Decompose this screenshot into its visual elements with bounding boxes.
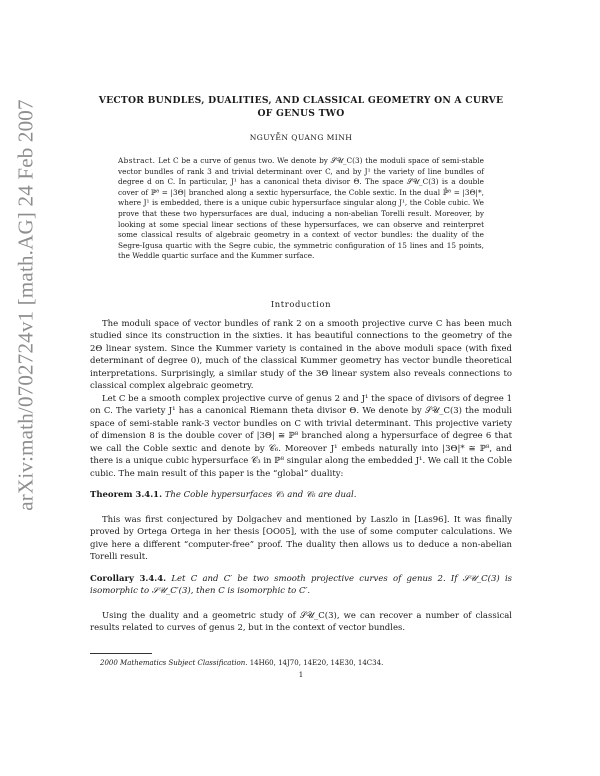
author-name: NGUYỄN QUANG MINH bbox=[249, 133, 353, 142]
page-number: 1 bbox=[298, 670, 304, 680]
footnote-label: 2000 Mathematics Subject Classification. bbox=[100, 658, 248, 667]
section-heading: Introduction bbox=[270, 298, 332, 309]
paragraph-after-corollary: Using the duality and a geometric study of 𝒮𝒰_C(3), we can recover a number of classical results related to curves of genus 2, but in the context of vector bundles. bbox=[90, 610, 512, 634]
theorem-statement bbox=[90, 489, 512, 502]
intro-paragraph-2: Let C be a smooth complex projective curve of genus 2 and J¹ the space of divisors of degree 1 on C. The variety J¹ has a canonical Riemann theta divisor Θ. We denote by 𝒮𝒰_C(3) the moduli space of semi-stable rank-3 vector bundles on C with trivial determinant. This projective variety of dimension 8 is the double cover of |3Θ| ≅ ℙ⁸ branched along a hypersurface of degree 6 that we call the Coble sextic and denote by 𝒞₆. Moreover J¹ embeds naturally into |3Θ|* ≅ ℙ⁸, and there is a unique cubic hypersurface 𝒞₃ in ℙ⁸ singular along the embedded J¹. We call it the Coble cubic. The main result of this paper is the “global” duality: bbox=[90, 393, 512, 479]
footnote-codes: 14H60, 14J70, 14E20, 14E30, 14C34. bbox=[249, 658, 384, 667]
arxiv-stamp bbox=[0, 25, 52, 585]
arxiv-identifier: arXiv:math/0702724v1 [math.AG] 24 Feb 2007 bbox=[13, 99, 38, 511]
corollary-text: Let C and C′ be two smooth projective curves of genus 2. If 𝒮𝒰_C(3) is isomorphic to 𝒮𝒰_C′(3), then C is isomorphic to C′. bbox=[90, 573, 513, 597]
abstract-label: Abstract. bbox=[118, 156, 156, 165]
abstract-text: Let C be a curve of genus two. We denote by 𝒮𝒰_C(3) the moduli space of semi-stable vector bundles of rank 3 and trivial determinant over C, and by J¹ the variety of line bundles of degree d on C. In particular, J¹ has a canonical theta divisor Θ. The space 𝒮𝒰_C(3) is a double cover of ℙ⁸ = |3Θ| branched along a sextic hypersurface, the Coble sextic. In the dual ℙ̂⁸ = |3Θ|*, where J¹ is embedded, there is a unique cubic hypersurface singular along J¹, the Coble cubic. We prove that these two hypersurfaces are dual, inducing a non-abelian Torelli result. Moreover, by looking at some special linear sections of these hypersurfaces, we can observe and reinterpret some classical results of algebraic geometry in a context of vector bundles: the duality of the Segre-Igusa quartic with the Segre cubic, the symmetric configuration of 15 lines and 15 points, the Weddle quartic surface and the Kummer surface. bbox=[118, 156, 484, 261]
theorem-label: Theorem 3.4.1. bbox=[90, 490, 163, 501]
corollary-statement bbox=[90, 573, 512, 598]
abstract bbox=[118, 156, 484, 262]
paper-page bbox=[90, 94, 512, 679]
footnote-divider bbox=[90, 653, 152, 654]
intro-paragraph-1: The moduli space of vector bundles of rank 2 on a smooth projective curve C has been much studied since its construction in the sixties. it has beautiful connections to the geometry of the 2Θ linear system. Since the Kummer variety is contained in the above moduli space (with fixed determinant of degree 0), much of the classical Kummer geometry has vector bundle theoretical interpretations. Surprisingly, a similar study of the 3Θ linear system also reveals connections to classical complex algebraic geometry. bbox=[90, 318, 512, 392]
footnote bbox=[90, 659, 512, 669]
paragraph-after-theorem: This was first conjectured by Dolgachev and mentioned by Laszlo in [Las96]. It was finally proved by Ortega Ortega in her thesis [OO05], with the use of some computer calculations. We give here a different “computer-free” proof. The duality then allows us to deduce a non-abelian Torelli result. bbox=[90, 514, 512, 563]
corollary-label: Corollary 3.4.4. bbox=[90, 573, 167, 584]
theorem-text: The Coble hypersurfaces 𝒞₃ and 𝒞₆ are dual. bbox=[164, 490, 357, 501]
paper-title: VECTOR BUNDLES, DUALITIES, AND CLASSICAL GEOMETRY ON A CURVE OF GENUS TWO bbox=[98, 95, 504, 119]
